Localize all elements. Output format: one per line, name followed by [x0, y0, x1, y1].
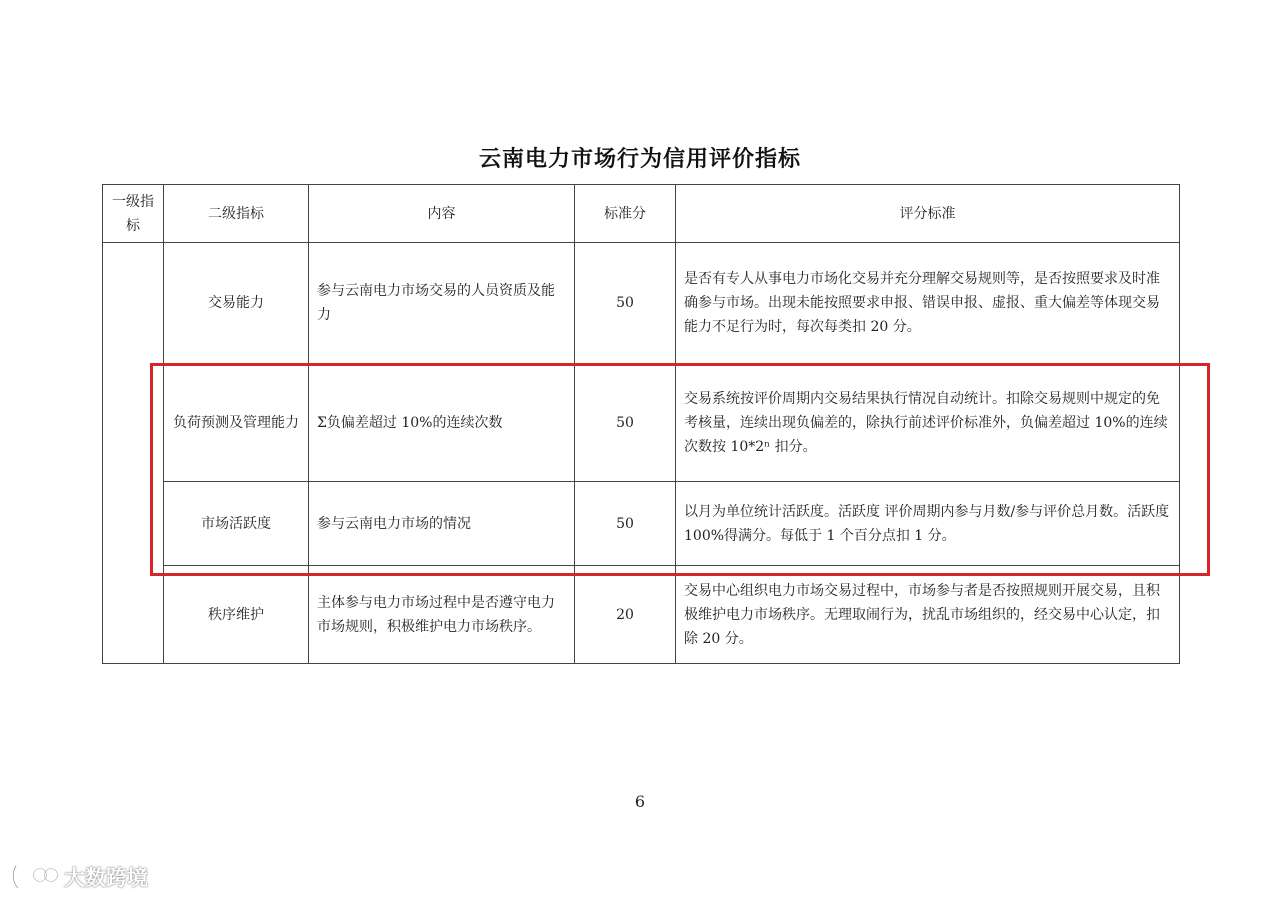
table-row: [103, 482, 1180, 566]
header-content: 内容: [309, 185, 575, 243]
content-cell: Σ负偏差超过 10%的连续次数: [309, 364, 575, 482]
table-row: [103, 566, 1180, 664]
table-header-row: [103, 185, 1180, 243]
level2-cell: 市场活跃度: [164, 482, 309, 566]
evaluation-table: [102, 184, 1180, 664]
header-score: 标准分: [575, 185, 676, 243]
criteria-cell: 以月为单位统计活跃度。活跃度 评价周期内参与月数/参与评价总月数。活跃度 100%得满分。每低于 1 个百分点扣 1 分。: [676, 482, 1180, 566]
watermark-text: 大数跨境: [64, 866, 148, 890]
level2-cell: 交易能力: [164, 243, 309, 364]
criteria-cell: 交易中心组织电力市场交易过程中，市场参与者是否按照规则开展交易，且积极维护电力市场秩序。无理取闹行为，扰乱市场组织的，经交易中心认定，扣除 20 分。: [676, 566, 1180, 664]
level2-cell: 秩序维护: [164, 566, 309, 664]
score-cell: 50: [575, 243, 676, 364]
header-criteria: 评分标准: [676, 185, 1180, 243]
content-cell: 参与云南电力市场交易的人员资质及能力: [309, 243, 575, 364]
table-row: [103, 364, 1180, 482]
header-level1: 一级指标: [103, 185, 164, 243]
content-cell: 参与云南电力市场的情况: [309, 482, 575, 566]
criteria-cell: 交易系统按评价周期内交易结果执行情况自动统计。扣除交易规则中规定的免考核量，连续出现负偏差的，除执行前述评价标准外，负偏差超过 10%的连续次数按 10*2ⁿ 扣分。: [676, 364, 1180, 482]
criteria-cell: 是否有专人从事电力市场化交易并充分理解交易规则等，是否按照要求及时准确参与市场。出现未能按照要求申报、错误申报、虚报、重大偏差等体现交易能力不足行为时，每次每类扣 20 分。: [676, 243, 1180, 364]
watermark: [10, 862, 148, 892]
header-level2: 二级指标: [164, 185, 309, 243]
score-cell: 50: [575, 482, 676, 566]
level2-cell: 负荷预测及管理能力: [164, 364, 309, 482]
score-cell: 50: [575, 364, 676, 482]
content-cell: 主体参与电力市场过程中是否遵守电力市场规则，积极维护电力市场秩序。: [309, 566, 575, 664]
score-cell: 20: [575, 566, 676, 664]
table-row: [103, 243, 1180, 364]
page-number: 6: [634, 792, 646, 811]
level1-cell: [103, 243, 164, 664]
document-title: 云南电力市场行为信用评价指标: [478, 147, 801, 172]
logo-icon: [10, 862, 58, 892]
